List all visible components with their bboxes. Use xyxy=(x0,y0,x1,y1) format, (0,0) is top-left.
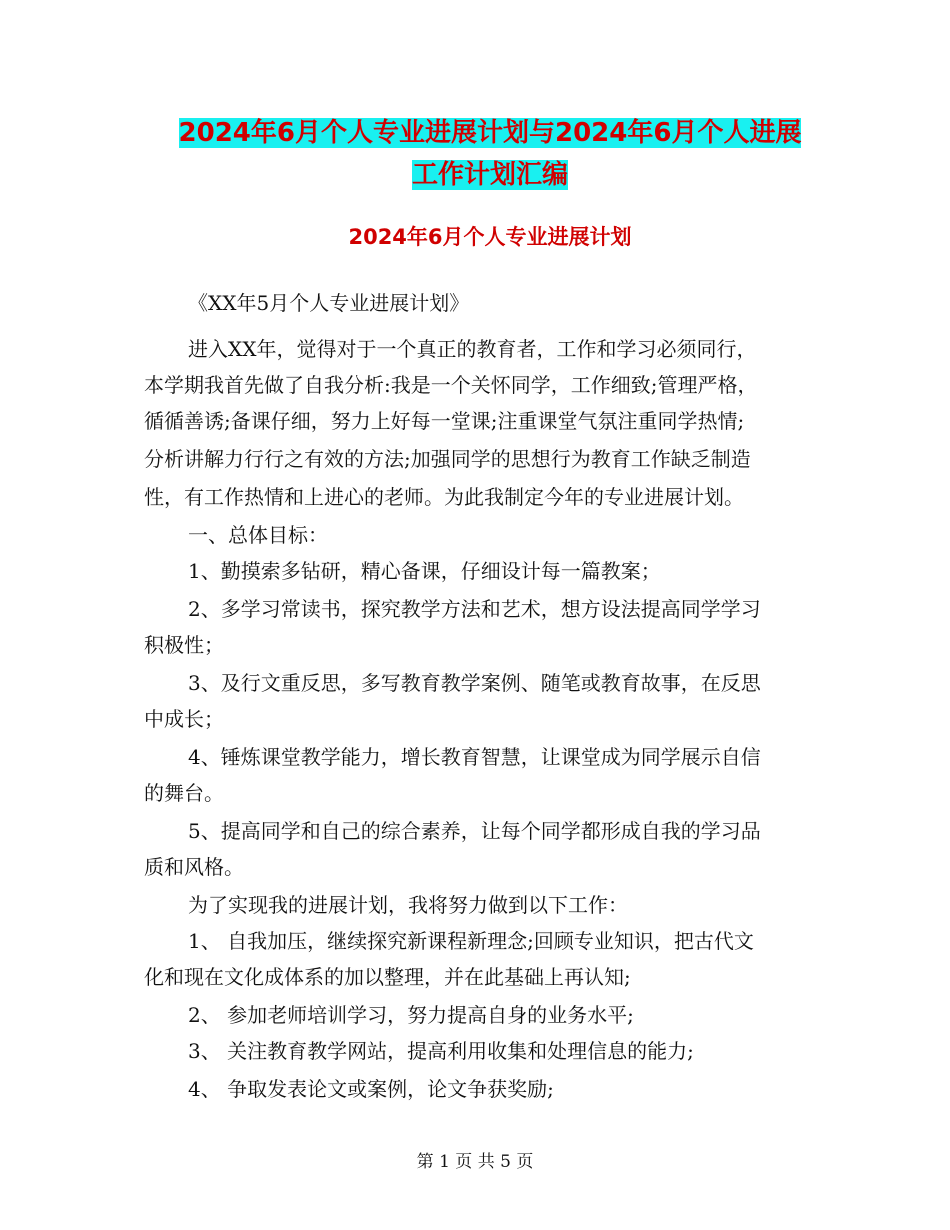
main-title-line-2: 工作计划汇编 xyxy=(411,160,568,190)
paragraph-line: 性，有工作热情和上进心的老师。为此我制定今年的专业进展计划。 xyxy=(144,485,744,509)
page-footer: 第 1 页 共 5 页 xyxy=(416,1152,534,1172)
paragraph-line: 质和风格。 xyxy=(144,855,244,879)
paragraph-line: 化和现在文化成体系的加以整理，并在此基础上再认知; xyxy=(144,965,631,989)
paragraph-line: 4、 争取发表论文或案例，论文争获奖励; xyxy=(188,1077,554,1101)
paragraph-line: 一、总体目标： xyxy=(188,523,328,547)
paragraph-line: 循循善诱;备课仔细，努力上好每一堂课;注重课堂气氛注重同学热情; xyxy=(144,409,745,433)
section-title: 2024年6月个人专业进展计划 xyxy=(348,225,632,249)
paragraph-line: 5、提高同学和自己的综合素养，让每个同学都形成自我的学习品 xyxy=(188,819,761,843)
paragraph-line: 的舞台。 xyxy=(144,781,224,805)
paragraph-line: 中成长； xyxy=(144,707,224,731)
paragraph-line: 1、 自我加压，继续探究新课程新理念;回顾专业知识，把古代文 xyxy=(188,929,754,953)
paragraph-line: 积极性； xyxy=(144,633,224,657)
paragraph-line: 2、 参加老师培训学习，努力提高自身的业务水平; xyxy=(188,1003,634,1027)
paragraph-line: 1、勤摸索多钻研，精心备课，仔细设计每一篇教案； xyxy=(188,559,661,583)
paragraph-line: 4、锤炼课堂教学能力，增长教育智慧，让课堂成为同学展示自信 xyxy=(188,745,761,769)
paragraph-line: 为了实现我的进展计划，我将努力做到以下工作： xyxy=(188,893,628,917)
paragraph-line: 分析讲解力行行之有效的方法;加强同学的思想行为教育工作缺乏制造 xyxy=(144,447,751,471)
paragraph-line: 3、 关注教育教学网站，提高利用收集和处理信息的能力; xyxy=(188,1039,694,1063)
main-title-line-1: 2024年6月个人专业进展计划与2024年6月个人进展 xyxy=(178,118,802,148)
paragraph-line: 2、多学习常读书，探究教学方法和艺术，想方设法提高同学学习 xyxy=(188,597,761,621)
paragraph-line: 本学期我首先做了自我分析:我是一个关怀同学，工作细致;管理严格， xyxy=(144,373,758,397)
paragraph-line: 进入XX年，觉得对于一个真正的教育者，工作和学习必须同行， xyxy=(188,337,757,361)
paragraph-line: 3、及行文重反思，多写教育教学案例、随笔或教育故事，在反思 xyxy=(188,671,761,695)
paragraph-line: 《XX年5月个人专业进展计划》 xyxy=(188,291,470,315)
